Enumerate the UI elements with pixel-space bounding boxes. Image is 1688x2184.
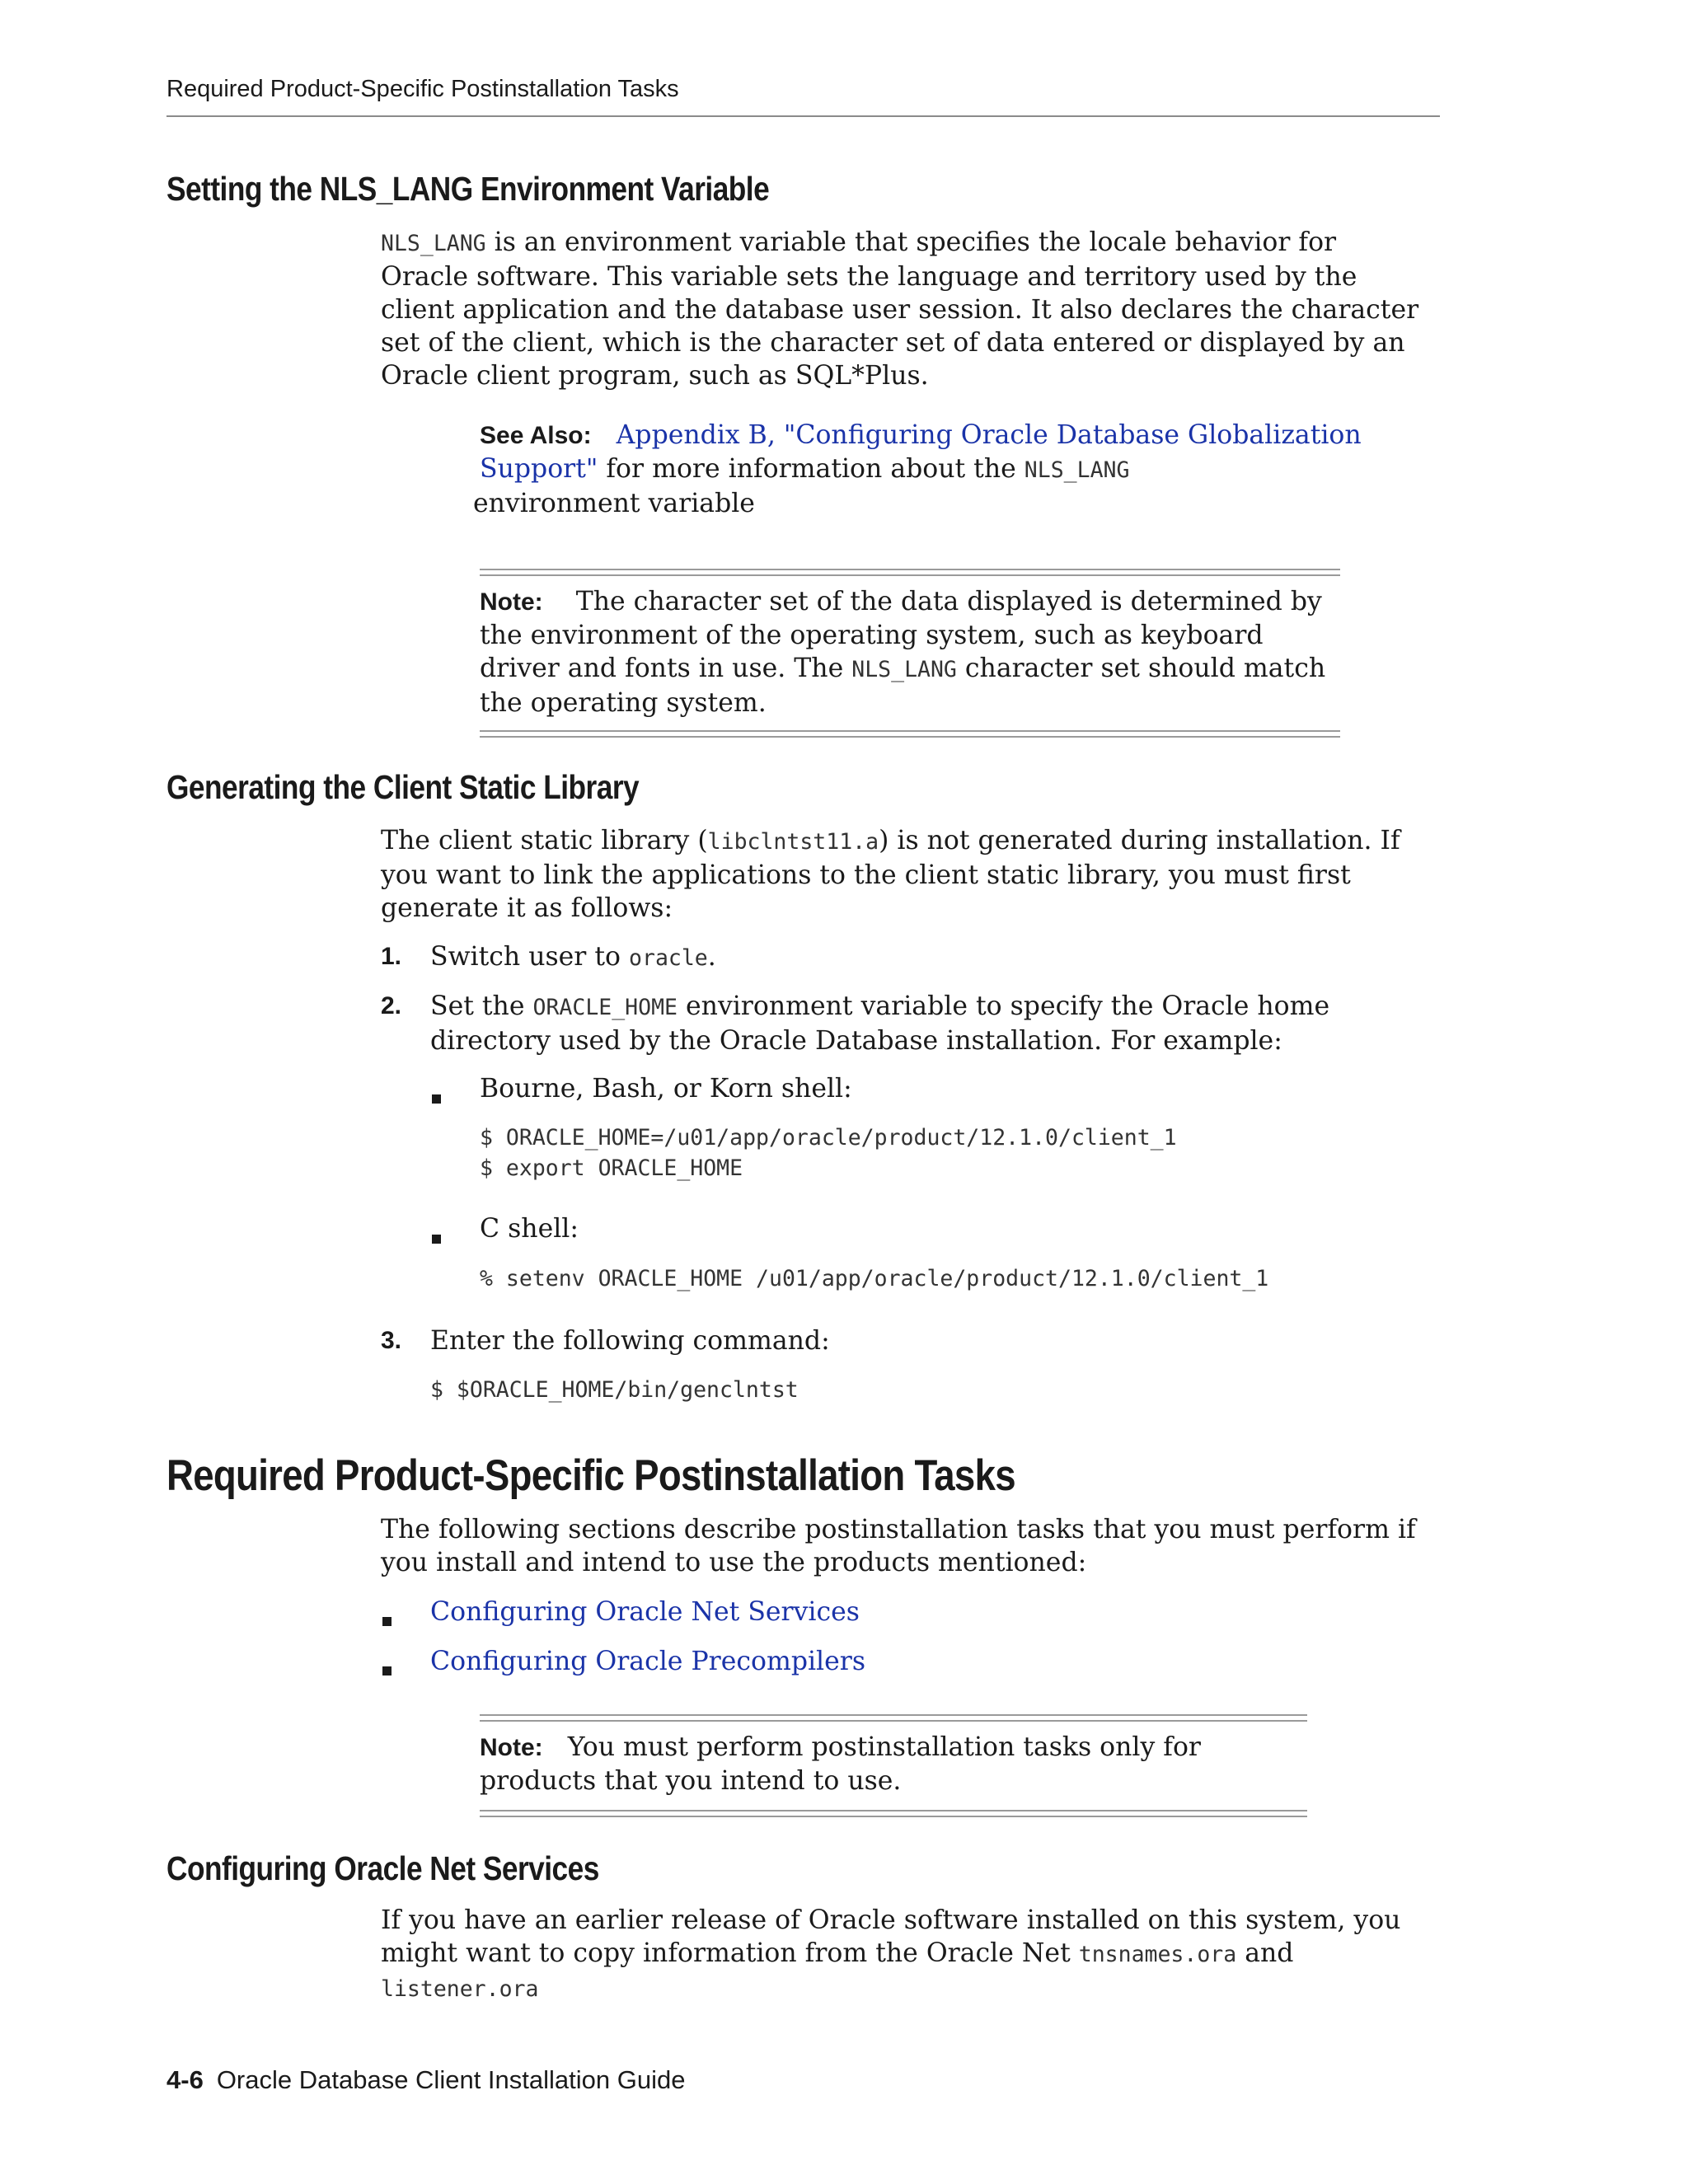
note-bottom-rule	[480, 730, 1340, 738]
net-services-text-2: and	[1236, 1938, 1294, 1968]
bullet-c-shell: C shell:	[480, 1214, 579, 1244]
code-genclntst: $ $ORACLE_HOME/bin/genclntst	[430, 1377, 799, 1403]
net-services-text-1: If you have an earlier release of Oracle software installed on this system, you might want to copy information from the Oracle Net	[381, 1905, 1401, 1968]
note-text-2: character set should match the operating system.	[480, 654, 1326, 718]
note-top-rule	[480, 1714, 1307, 1722]
step-2-tail: environment variable to specify the Oracle home directory used by the Oracle Database installation. For example:	[430, 991, 1330, 1056]
static-library-text-1: The client static library (	[381, 826, 708, 855]
page-number: 4-6	[166, 2065, 204, 2094]
header-divider	[166, 115, 1440, 117]
note-text-1: The character set of the data displayed is determined by the environment of the operating system, such as keyboard driver and fonts in use. The	[480, 587, 1322, 683]
book-title: Oracle Database Client Installation Guide	[216, 2065, 686, 2094]
code-line: $ export ORACLE_HOME	[480, 1155, 743, 1181]
step-1-text	[430, 940, 1419, 975]
bullet-bourne-shell: Bourne, Bash, or Korn shell:	[480, 1074, 852, 1104]
bullet-icon	[432, 1235, 441, 1244]
page-footer	[166, 2065, 685, 2095]
section-heading-net-services: Configuring Oracle Net Services	[166, 1849, 599, 1887]
note-label: Note:	[480, 588, 543, 616]
bullet-icon	[382, 1666, 392, 1675]
bullet-icon	[382, 1617, 392, 1626]
appendix-b-link[interactable]: Appendix B, "Configuring Oracle Database Globalization Support"	[480, 420, 1362, 484]
step-3-text: Enter the following command:	[430, 1326, 830, 1356]
see-also-text: for more information about the	[598, 454, 1025, 484]
listener-code: listener.ora	[381, 1976, 539, 2002]
see-also-label: See Also:	[480, 422, 592, 449]
note-label: Note:	[480, 1734, 543, 1761]
note-code: NLS_LANG	[851, 657, 957, 682]
step-2-text	[430, 990, 1419, 1057]
see-also-code: NLS_LANG	[1024, 457, 1130, 483]
static-library-paragraph	[381, 824, 1419, 925]
see-also-note	[473, 419, 1370, 520]
link-configuring-oracle-net-services[interactable]: Configuring Oracle Net Services	[430, 1597, 860, 1627]
step-1-tail: .	[707, 942, 716, 972]
see-also-tail: environment variable	[473, 489, 755, 518]
bullet-icon	[432, 1094, 441, 1104]
required-tasks-paragraph: The following sections describe postinstallation tasks that you must perform if you install and intend to use the products mentioned:	[381, 1515, 1416, 1577]
step-3-number: 3.	[381, 1327, 402, 1354]
net-services-paragraph	[381, 1904, 1419, 2006]
step-2-label: Set the	[430, 991, 533, 1021]
section-heading-required-tasks: Required Product-Specific Postinstallation Tasks	[166, 1451, 1015, 1500]
step-1-code: oracle	[629, 945, 708, 971]
code-bourne-shell	[480, 1122, 1177, 1183]
section-heading-static-library: Generating the Client Static Library	[166, 768, 640, 806]
nls-lang-paragraph	[381, 226, 1419, 392]
running-header: Required Product-Specific Postinstallation Tasks	[166, 76, 679, 102]
note-top-rule	[480, 569, 1340, 576]
section-heading-nls-lang: Setting the NLS_LANG Environment Variable	[166, 170, 770, 208]
note-text: You must perform postinstallation tasks only for products that you intend to use.	[480, 1732, 1201, 1796]
note-bottom-rule	[480, 1810, 1307, 1817]
code-line: $ ORACLE_HOME=/u01/app/oracle/product/12.1.0/client_1	[480, 1125, 1177, 1151]
step-1-number: 1.	[381, 943, 402, 970]
tnsnames-code: tnsnames.ora	[1078, 1942, 1237, 1967]
note-postinstallation	[480, 1731, 1304, 1797]
code-c-shell: % setenv ORACLE_HOME /u01/app/oracle/product/12.1.0/client_1	[480, 1266, 1269, 1291]
static-library-code: libclntst11.a	[707, 829, 879, 855]
note-character-set	[480, 585, 1337, 719]
nls-lang-text: is an environment variable that specifies the locale behavior for Oracle software. This variable sets the language and territory used by the client application and the database user session. It also declares the character set of the client, which is the character set of data entered or displayed by an Oracle client program, such as SQL*Plus.	[381, 227, 1419, 391]
step-2-number: 2.	[381, 992, 402, 1019]
link-configuring-oracle-precompilers[interactable]: Configuring Oracle Precompilers	[430, 1647, 865, 1676]
step-2-code: ORACLE_HOME	[532, 995, 678, 1020]
static-library-text-2: ) is not generated during installation. If you want to link the applications to the client static library, you must first generate it as follows:	[381, 826, 1400, 923]
nls-lang-code: NLS_LANG	[381, 231, 486, 256]
step-1-label: Switch user to	[430, 942, 630, 972]
